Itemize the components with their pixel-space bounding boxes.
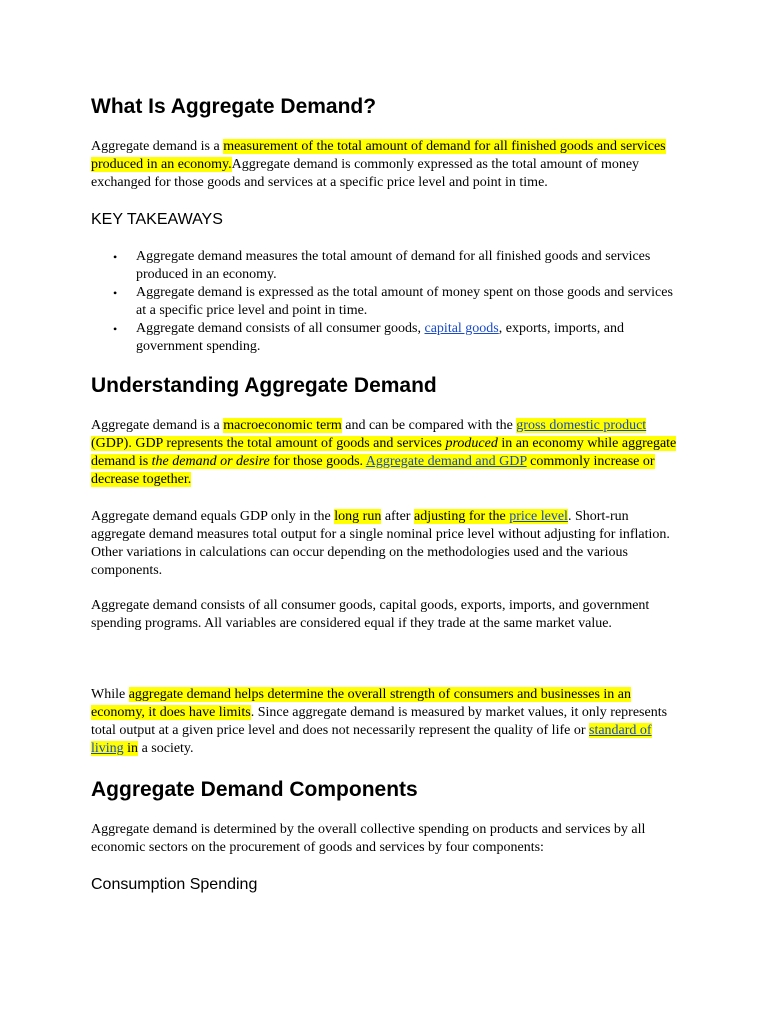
list-item-text: Aggregate demand is expressed as the total amount of money spent on those goods and services at a specific price level and point in time. — [136, 285, 673, 318]
key-takeaways-list — [91, 248, 681, 356]
text-run: . Since aggregate demand is measured by market values, it only represents total output at a given price level and does not necessarily represent the quality of life or — [91, 705, 668, 738]
consumption-spending-heading: Consumption Spending — [91, 876, 258, 893]
list-item-text: Aggregate demand measures the total amount of demand for all finished goods and services produced in an economy. — [136, 249, 651, 282]
text-run: Aggregate demand is commonly expressed as the total amount of money exchanged for those goods and services at a specific price level and point in time. — [91, 157, 640, 190]
list-item — [91, 320, 681, 356]
capital-goods-link[interactable]: capital goods — [424, 321, 499, 336]
price-level-link[interactable]: price level — [509, 509, 568, 524]
heading-aggregate-demand-components: Aggregate Demand Components — [91, 778, 418, 801]
heading-understanding-aggregate-demand: Understanding Aggregate Demand — [91, 374, 437, 397]
highlighted-text: for those goods. — [269, 454, 366, 469]
components-paragraph: Aggregate demand is determined by the overall collective spending on products and services by all economic sectors on the procurement of goods and services by four components: — [91, 822, 646, 855]
highlighted-text: commonly increase or decrease together. — [91, 454, 655, 487]
highlighted-text: (GDP). GDP represents the total amount of goods and services — [91, 436, 446, 451]
list-item — [91, 284, 681, 320]
highlighted-text: in — [123, 741, 139, 756]
understanding-paragraph-1 — [91, 417, 681, 489]
heading-what-is-aggregate-demand: What Is Aggregate Demand? — [91, 95, 377, 118]
highlighted-italic-text: produced — [445, 436, 498, 451]
intro-paragraph — [91, 138, 681, 192]
list-item-text: Aggregate demand consists of all consumer goods, — [136, 321, 425, 336]
text-run: a society. — [138, 741, 194, 756]
highlighted-text: adjusting for the — [413, 509, 510, 524]
aggregate-demand-and-gdp-link[interactable]: Aggregate demand and GDP — [365, 454, 527, 469]
highlighted-text: measurement of the total amount of demand for all finished goods and services produced in an economy. — [91, 139, 666, 172]
understanding-paragraph-4 — [91, 686, 681, 758]
text-run: and can be compared with the — [341, 418, 517, 433]
gross-domestic-product-link[interactable]: gross domestic product — [516, 418, 647, 433]
text-run: Aggregate demand is a — [91, 139, 224, 154]
text-run: after — [381, 509, 414, 524]
highlighted-text: aggregate demand helps determine the overall strength of consumers and businesses in an economy, it does have limits — [91, 687, 632, 720]
text-run: . Short-run aggregate demand measures total output for a single nominal price level without adjusting for inflation. Other variations in calculations can occur depending on the methodologies used and the various components. — [91, 509, 670, 578]
text-run: Aggregate demand is a — [91, 418, 224, 433]
highlighted-text: in an economy while aggregate demand is — [91, 436, 677, 469]
understanding-paragraph-3: Aggregate demand consists of all consumer goods, capital goods, exports, imports, and government spending programs. All variables are considered equal if they trade at the same market value. — [91, 598, 650, 631]
text-run: Aggregate demand equals GDP only in the — [91, 509, 335, 524]
understanding-paragraph-2 — [91, 508, 681, 580]
highlighted-text: long run — [334, 509, 382, 524]
key-takeaways-heading: KEY TAKEAWAYS — [91, 211, 223, 228]
standard-of-living-link[interactable]: standard of living — [91, 723, 652, 756]
highlighted-italic-text: the demand or desire — [151, 454, 270, 469]
text-run: While — [91, 687, 129, 702]
highlighted-text: macroeconomic term — [223, 418, 342, 433]
list-item-text: , exports, imports, and government spending. — [136, 321, 624, 354]
list-item — [91, 248, 681, 284]
